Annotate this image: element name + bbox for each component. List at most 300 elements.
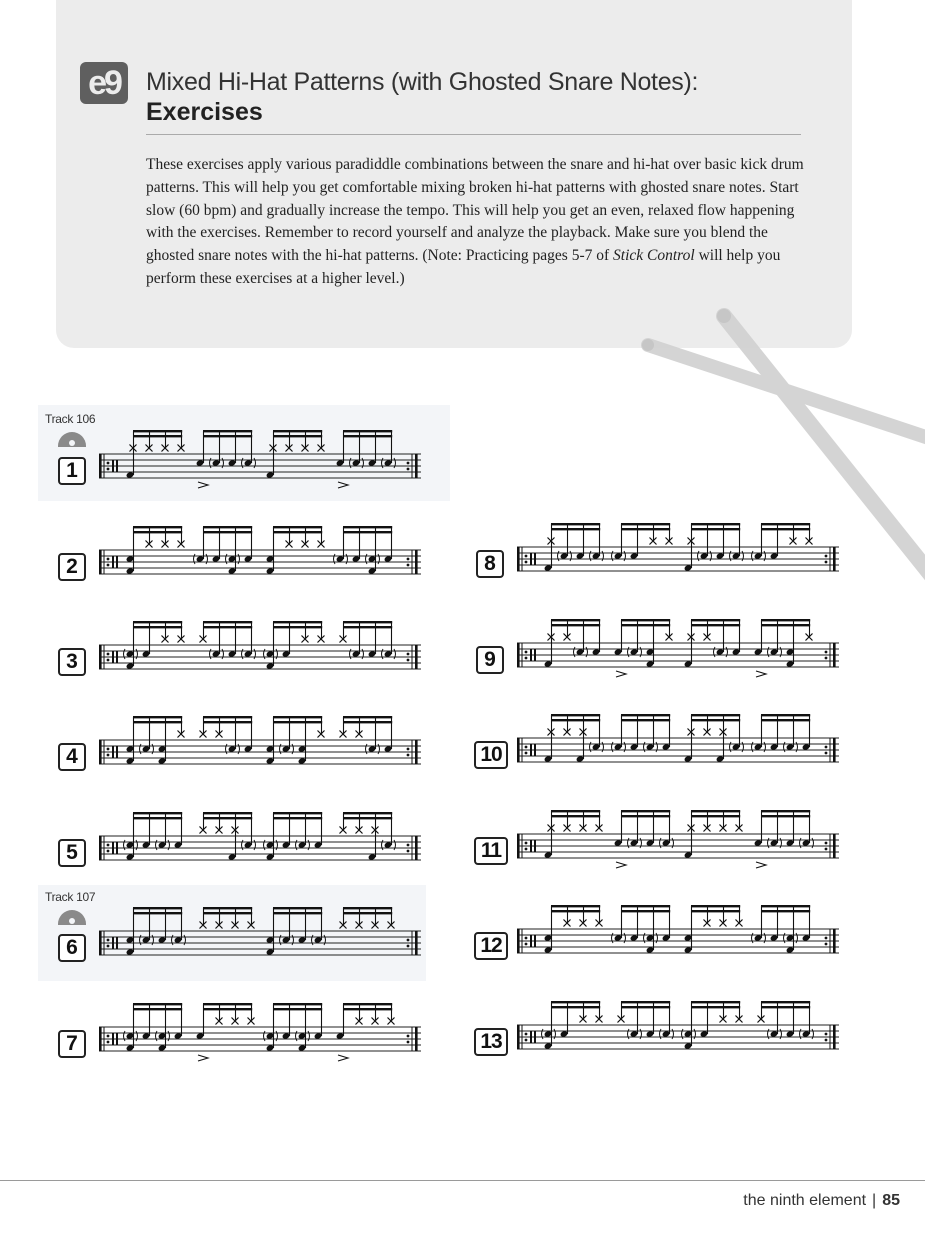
ghost-parenthesis <box>366 554 368 564</box>
ghost-parenthesis <box>780 838 782 848</box>
ghost-parenthesis <box>590 551 592 561</box>
ghost-parenthesis <box>640 1029 642 1039</box>
repeat-dot <box>407 850 410 853</box>
beam <box>133 435 182 437</box>
ghost-parenthesis <box>378 744 380 754</box>
beam <box>273 812 322 814</box>
ghost-parenthesis <box>812 838 814 848</box>
beam <box>621 523 670 525</box>
beam <box>551 1006 600 1008</box>
drum-staff <box>513 897 843 979</box>
accent-mark <box>338 482 348 488</box>
beam <box>691 815 740 817</box>
beam <box>343 621 392 623</box>
percussion-clef <box>112 842 114 854</box>
exercise-number: 8 <box>476 550 504 578</box>
repeat-barline <box>517 643 520 667</box>
ghost-parenthesis <box>280 935 282 945</box>
ghost-parenthesis <box>242 840 244 850</box>
footer-separator: | <box>872 1192 877 1209</box>
repeat-dot <box>825 555 828 558</box>
ghost-parenthesis <box>764 551 766 561</box>
drum-staff <box>513 993 843 1075</box>
repeat-dot <box>407 558 410 561</box>
repeat-dot <box>825 848 828 851</box>
ghost-parenthesis <box>210 458 212 468</box>
repeat-barline <box>99 836 102 860</box>
footer-divider <box>0 1180 925 1181</box>
beam <box>343 526 392 528</box>
repeat-dot <box>525 657 528 660</box>
repeat-barline <box>517 547 520 571</box>
ghost-parenthesis <box>640 647 642 657</box>
exercise-number: 10 <box>474 741 508 769</box>
beam <box>691 719 740 721</box>
accent-mark <box>198 1055 208 1061</box>
repeat-dot <box>107 939 110 942</box>
ghost-parenthesis <box>768 647 770 657</box>
beam <box>133 430 182 432</box>
beam <box>133 716 182 718</box>
drum-staff <box>513 611 843 693</box>
drum-staff <box>95 804 425 886</box>
ghost-parenthesis <box>694 1029 696 1039</box>
beam <box>273 626 322 628</box>
ghost-parenthesis <box>628 1029 630 1039</box>
repeat-dot <box>825 943 828 946</box>
repeat-barline <box>415 645 418 669</box>
repeat-dot <box>525 752 528 755</box>
beam <box>133 626 182 628</box>
repeat-dot <box>525 1033 528 1036</box>
beam <box>621 1006 670 1008</box>
beam <box>691 1006 740 1008</box>
percussion-clef <box>112 746 114 758</box>
beam <box>203 430 252 432</box>
ghost-parenthesis <box>644 933 646 943</box>
ghost-parenthesis <box>140 744 142 754</box>
beam <box>691 523 740 525</box>
ghost-parenthesis <box>628 838 630 848</box>
beam <box>203 1008 252 1010</box>
beam <box>691 810 740 812</box>
ghost-parenthesis <box>168 840 170 850</box>
ghost-parenthesis <box>394 840 396 850</box>
exercise-number: 1 <box>58 457 86 485</box>
repeat-dot <box>525 1039 528 1042</box>
repeat-dot <box>525 746 528 749</box>
ghost-parenthesis <box>780 647 782 657</box>
page-number: 85 <box>882 1192 900 1209</box>
repeat-barline <box>99 740 102 764</box>
percussion-clef <box>534 553 536 565</box>
beam <box>551 714 600 716</box>
beam <box>133 907 182 909</box>
repeat-barline <box>99 550 102 574</box>
beam <box>691 619 740 621</box>
ghost-parenthesis <box>324 935 326 945</box>
ghost-parenthesis <box>574 647 576 657</box>
ghost-parenthesis <box>136 1031 138 1041</box>
ghost-parenthesis <box>612 742 614 752</box>
percussion-clef <box>534 1031 536 1043</box>
ghost-parenthesis <box>276 1031 278 1041</box>
repeat-dot <box>407 939 410 942</box>
ghost-parenthesis <box>140 935 142 945</box>
beam <box>203 721 252 723</box>
beam <box>273 817 322 819</box>
beam <box>203 912 252 914</box>
exercise-number: 11 <box>474 837 508 865</box>
intro-paragraph <box>146 154 811 291</box>
repeat-dot <box>825 1039 828 1042</box>
track-label: Track 106 <box>45 412 96 426</box>
exercise-number: 13 <box>474 1028 508 1056</box>
beam <box>621 905 670 907</box>
repeat-barline <box>833 738 836 762</box>
repeat-barline <box>833 643 836 667</box>
ghost-parenthesis <box>334 554 336 564</box>
ghost-parenthesis <box>254 840 256 850</box>
exercise-number: 6 <box>58 934 86 962</box>
beam <box>761 619 810 621</box>
ghost-parenthesis <box>660 1029 662 1039</box>
beam <box>343 1003 392 1005</box>
ghost-parenthesis <box>682 1029 684 1039</box>
accent-mark <box>198 482 208 488</box>
repeat-barline <box>415 740 418 764</box>
exercise-number: 5 <box>58 839 86 867</box>
beam <box>551 815 600 817</box>
repeat-dot <box>407 462 410 465</box>
repeat-dot <box>107 945 110 948</box>
beam <box>133 1003 182 1005</box>
repeat-dot <box>107 462 110 465</box>
repeat-barline <box>517 929 520 953</box>
repeat-barline <box>99 931 102 955</box>
beam <box>551 523 600 525</box>
ghost-parenthesis <box>796 933 798 943</box>
repeat-dot <box>825 651 828 654</box>
exercise-number: 7 <box>58 1030 86 1058</box>
ghost-parenthesis <box>254 458 256 468</box>
repeat-dot <box>407 1041 410 1044</box>
beam <box>273 430 322 432</box>
ghost-parenthesis <box>730 551 732 561</box>
percussion-clef <box>116 460 118 472</box>
ghost-parenthesis <box>206 554 208 564</box>
repeat-barline <box>833 1025 836 1049</box>
ghost-parenthesis <box>730 742 732 752</box>
beam <box>343 435 392 437</box>
ghost-parenthesis <box>382 458 384 468</box>
beam <box>203 716 252 718</box>
beam <box>133 912 182 914</box>
ghost-parenthesis <box>586 647 588 657</box>
percussion-clef <box>112 460 114 472</box>
beam <box>691 714 740 716</box>
repeat-dot <box>407 468 410 471</box>
ghost-parenthesis <box>710 551 712 561</box>
repeat-dot <box>407 564 410 567</box>
percussion-clef <box>116 556 118 568</box>
ghost-parenthesis <box>172 935 174 945</box>
repeat-barline <box>415 931 418 955</box>
exercise-number: 2 <box>58 553 86 581</box>
exercise-number: 12 <box>474 932 508 960</box>
beam <box>551 1001 600 1003</box>
beam <box>761 1001 810 1003</box>
exercise-number: 3 <box>58 648 86 676</box>
ghost-parenthesis <box>394 458 396 468</box>
repeat-barline <box>415 550 418 574</box>
ghost-parenthesis <box>742 742 744 752</box>
ghost-parenthesis <box>124 1031 126 1041</box>
ghost-parenthesis <box>312 935 314 945</box>
title-divider <box>146 134 801 135</box>
repeat-dot <box>107 468 110 471</box>
ghost-parenthesis <box>264 840 266 850</box>
ghost-parenthesis <box>382 649 384 659</box>
ghost-parenthesis <box>768 838 770 848</box>
beam <box>133 721 182 723</box>
repeat-dot <box>825 561 828 564</box>
beam <box>761 719 810 721</box>
beam <box>761 714 810 716</box>
beam <box>621 815 670 817</box>
ghost-parenthesis <box>554 1029 556 1039</box>
repeat-dot <box>407 653 410 656</box>
repeat-dot <box>825 752 828 755</box>
ghost-parenthesis <box>136 649 138 659</box>
ghost-parenthesis <box>672 1029 674 1039</box>
beam <box>133 526 182 528</box>
ghost-parenthesis <box>280 744 282 754</box>
ghost-parenthesis <box>558 551 560 561</box>
beam <box>621 619 670 621</box>
ghost-parenthesis <box>752 742 754 752</box>
repeat-dot <box>825 937 828 940</box>
repeat-dot <box>107 748 110 751</box>
repeat-barline <box>833 929 836 953</box>
ghost-parenthesis <box>296 1031 298 1041</box>
beam <box>551 905 600 907</box>
ghost-parenthesis <box>362 649 364 659</box>
track-label: Track 107 <box>45 890 96 904</box>
ghost-parenthesis <box>152 935 154 945</box>
beam <box>343 626 392 628</box>
ghost-parenthesis <box>812 1029 814 1039</box>
repeat-barline <box>517 738 520 762</box>
beam <box>273 621 322 623</box>
beam <box>761 815 810 817</box>
ghost-parenthesis <box>624 742 626 752</box>
drum-staff <box>95 899 425 981</box>
beam <box>203 435 252 437</box>
page-subtitle: Exercises <box>146 98 263 126</box>
repeat-barline <box>517 834 520 858</box>
percussion-clef <box>534 840 536 852</box>
ghost-parenthesis <box>362 458 364 468</box>
exercise-number: 9 <box>476 646 504 674</box>
beam <box>273 531 322 533</box>
beam <box>133 621 182 623</box>
percussion-clef <box>530 840 532 852</box>
repeat-barline <box>833 547 836 571</box>
ghost-parenthesis <box>296 840 298 850</box>
beam <box>203 526 252 528</box>
percussion-clef <box>530 649 532 661</box>
ghost-parenthesis <box>784 933 786 943</box>
repeat-dot <box>525 848 528 851</box>
beam <box>133 812 182 814</box>
beam <box>551 624 600 626</box>
beam <box>343 907 392 909</box>
repeat-barline <box>99 645 102 669</box>
accent-mark <box>338 1055 348 1061</box>
beam <box>203 812 252 814</box>
drum-staff <box>95 708 425 790</box>
ghost-parenthesis <box>768 1029 770 1039</box>
beam <box>203 626 252 628</box>
repeat-dot <box>407 748 410 751</box>
e9-logo: e9 <box>80 62 128 104</box>
repeat-dot <box>107 653 110 656</box>
ghost-parenthesis <box>394 649 396 659</box>
drum-staff <box>513 802 843 884</box>
drum-staff <box>513 515 843 597</box>
ghost-parenthesis <box>784 742 786 752</box>
beam <box>761 905 810 907</box>
beam <box>761 810 810 812</box>
repeat-dot <box>525 943 528 946</box>
repeat-dot <box>107 850 110 853</box>
repeat-barline <box>99 1027 102 1051</box>
beam <box>691 528 740 530</box>
percussion-clef <box>116 842 118 854</box>
ghost-parenthesis <box>780 1029 782 1039</box>
beam <box>343 531 392 533</box>
ghost-parenthesis <box>742 551 744 561</box>
beam <box>551 910 600 912</box>
repeat-dot <box>407 844 410 847</box>
ghost-parenthesis <box>382 840 384 850</box>
page-title: Mixed Hi-Hat Patterns (with Ghosted Snare Notes): <box>146 68 699 96</box>
beam <box>621 719 670 721</box>
beam <box>273 907 322 909</box>
ghost-parenthesis <box>764 933 766 943</box>
beam <box>691 910 740 912</box>
repeat-dot <box>407 754 410 757</box>
ghost-parenthesis <box>570 551 572 561</box>
ghost-parenthesis <box>602 551 604 561</box>
beam <box>343 817 392 819</box>
repeat-dot <box>525 842 528 845</box>
ghost-parenthesis <box>226 554 228 564</box>
beam <box>343 716 392 718</box>
drum-staff <box>95 613 425 695</box>
intro-text-part1: These exercises apply various paradiddle combinations between the snare and hi-hat over basic kick drum patterns. This will help you get comfortable mixing broken hi-hat patterns with ghosted snare notes. Start slow (60 bpm) and gradually increase the tempo. This will help you get an even, relaxed flow happening with the exercises. Remember to record yourself and analyze the playback. Make sure you blend the ghosted snare notes with the hi-hat patterns. (Note: Practicing pages 5-7 of <box>146 156 804 265</box>
ghost-parenthesis <box>276 649 278 659</box>
beam <box>551 810 600 812</box>
ghost-parenthesis <box>222 649 224 659</box>
beam <box>133 1008 182 1010</box>
beam <box>273 435 322 437</box>
repeat-dot <box>107 564 110 567</box>
ghost-parenthesis <box>226 744 228 754</box>
percussion-clef <box>112 937 114 949</box>
beam <box>761 910 810 912</box>
repeat-barline <box>415 1027 418 1051</box>
beam <box>273 912 322 914</box>
beam <box>691 624 740 626</box>
ghost-parenthesis <box>222 458 224 468</box>
repeat-barline <box>415 454 418 478</box>
ghost-parenthesis <box>672 838 674 848</box>
repeat-dot <box>107 1041 110 1044</box>
accent-mark <box>616 862 626 868</box>
beam <box>621 1001 670 1003</box>
ghost-parenthesis <box>152 744 154 754</box>
repeat-dot <box>407 1035 410 1038</box>
repeat-dot <box>107 1035 110 1038</box>
beam <box>133 817 182 819</box>
ghost-parenthesis <box>136 840 138 850</box>
repeat-dot <box>107 659 110 662</box>
beam <box>273 721 322 723</box>
beam <box>621 714 670 716</box>
ghost-parenthesis <box>194 554 196 564</box>
beam <box>761 624 810 626</box>
beam <box>691 1001 740 1003</box>
beam <box>761 523 810 525</box>
page-footer <box>743 1192 900 1210</box>
ghost-parenthesis <box>292 744 294 754</box>
drum-staff <box>95 422 425 504</box>
ghost-parenthesis <box>276 840 278 850</box>
ghost-parenthesis <box>752 551 754 561</box>
ghost-parenthesis <box>764 742 766 752</box>
repeat-dot <box>525 651 528 654</box>
beam <box>203 817 252 819</box>
ghost-parenthesis <box>612 551 614 561</box>
beam <box>621 624 670 626</box>
repeat-dot <box>107 844 110 847</box>
percussion-clef <box>530 1031 532 1043</box>
ghost-parenthesis <box>800 1029 802 1039</box>
beam <box>343 430 392 432</box>
ghost-parenthesis <box>612 933 614 943</box>
ghost-parenthesis <box>156 1031 158 1041</box>
ghost-parenthesis <box>292 935 294 945</box>
ghost-parenthesis <box>242 649 244 659</box>
accent-mark <box>756 862 766 868</box>
repeat-dot <box>825 746 828 749</box>
beam <box>691 905 740 907</box>
beam <box>761 1006 810 1008</box>
repeat-dot <box>107 558 110 561</box>
intro-text-italic: Stick Control <box>613 247 695 265</box>
drum-staff <box>513 706 843 788</box>
exercise-number: 4 <box>58 743 86 771</box>
percussion-clef <box>112 556 114 568</box>
repeat-dot <box>825 1033 828 1036</box>
ghost-parenthesis <box>590 742 592 752</box>
percussion-clef <box>530 935 532 947</box>
percussion-clef <box>534 649 536 661</box>
ghost-parenthesis <box>624 933 626 943</box>
beam <box>343 912 392 914</box>
